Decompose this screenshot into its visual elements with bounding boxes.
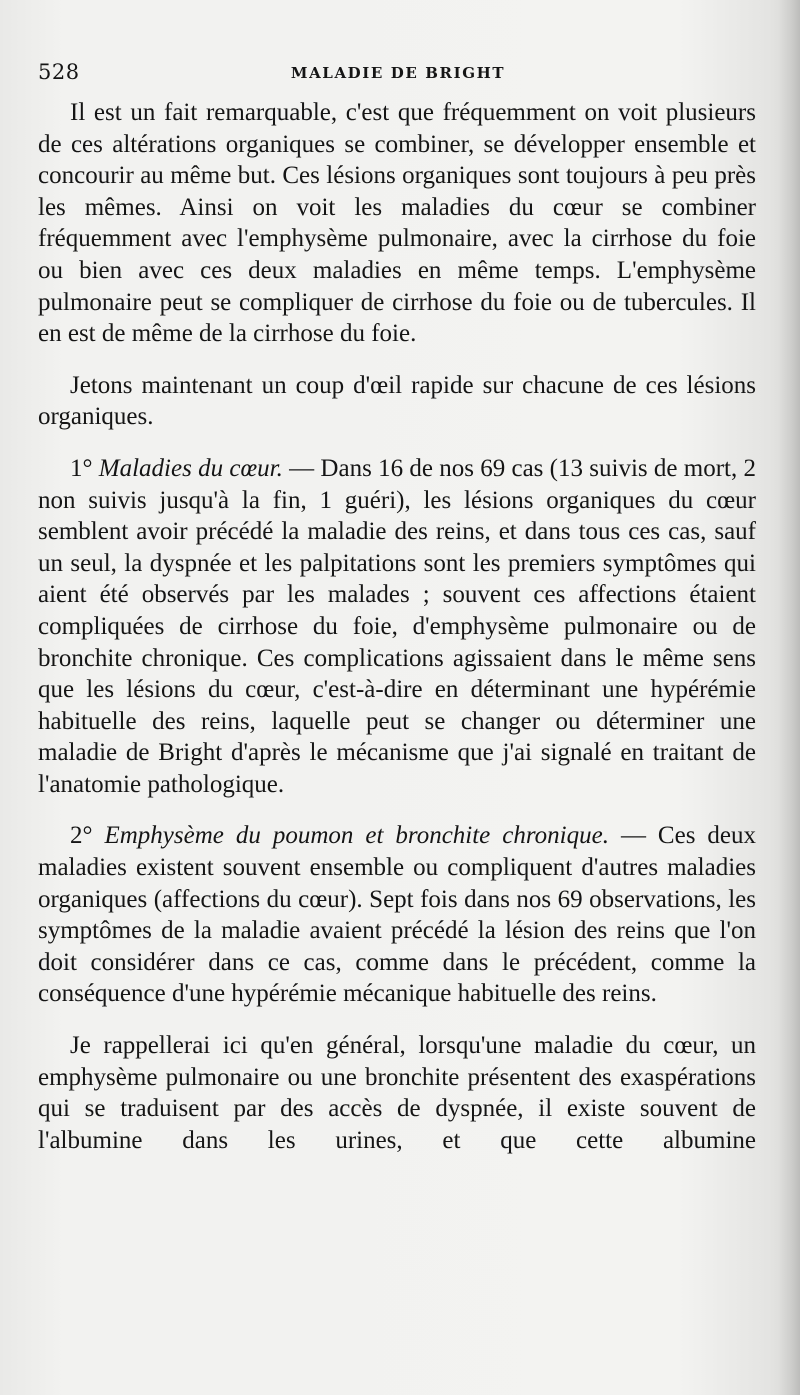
section-number: 2° bbox=[70, 822, 93, 850]
page-number: 528 bbox=[38, 60, 80, 84]
paragraph-transition: Jetons maintenant un coup d'œil rapide sur chacune de ces lésions organiques. bbox=[38, 371, 756, 431]
paragraph-intro: Il est un fait remarquable, c'est que fréquemment on voit plusieurs de ces altérations organiques se combiner, se développer ensemble et concourir au même but. Ces lésions organiques sont toujours à peu près les mêmes. Ainsi on voit les maladies du cœur se combiner fréquemment avec l'emphysème pulmonaire, avec la cirrhose du foie ou bien avec ces deux maladies en même temps. L'emphysème pulmonaire peut se compliquer de cirrhose du foie ou de tubercules. Il en est de même de la cirrhose du foie. bbox=[38, 99, 756, 348]
running-title: MALADIE DE BRIGHT bbox=[290, 64, 506, 82]
section-text: — Ces deux maladies existent souvent ensemble ou compliquent d'autres maladies organiques (affections du cœur). Sept fois dans nos 69 observations, les symptômes de la maladie avaient précédé la lésion des reins que l'on doit considérer dans ce cas, comme dans le précédent, comme la conséquence d'une hypérémie mécanique habituelle des reins. bbox=[38, 822, 756, 1008]
body-text bbox=[38, 97, 756, 1156]
section-heart-diseases bbox=[38, 453, 756, 801]
page-spine-shadow bbox=[778, 0, 800, 1395]
page-header bbox=[38, 60, 758, 90]
section-text: — Dans 16 de nos 69 cas (13 suivis de mort, 2 non suivis jusqu'à la fin, 1 guéri), les lésions organiques du cœur semblent avoir précédé la maladie des reins, et dans tous ces cas, sauf un seul, la dyspnée et les palpitations sont les premiers symptômes qui aient été observés par les malades ; souvent ces affections étaient compliquées de cirrhose du foie, d'emphysème pulmonaire ou de bronchite chronique. Ces complications agissaient dans le même sens que les lésions du cœur, c'est-à-dire en déterminant une hypérémie habituelle des reins, laquelle peut se changer ou déterminer une maladie de Bright d'après le mécanisme que j'ai signalé en traitant de l'anatomie pathologique. bbox=[38, 454, 757, 798]
section-heading: Emphysème du poumon et bronchite chronique. bbox=[104, 822, 609, 850]
section-number: 1° bbox=[70, 454, 93, 482]
paragraph-closing: Je rappellerai ici qu'en général, lorsqu'une maladie du cœur, un emphysème pulmonaire ou une bronchite présentent des exaspérations qui se traduisent par des accès de dyspnée, il existe souvent de l'albumine dans les urines, et que cette albumine bbox=[38, 1032, 756, 1154]
section-heading: Maladies du cœur. bbox=[98, 454, 283, 482]
section-emphysema bbox=[38, 820, 756, 1010]
